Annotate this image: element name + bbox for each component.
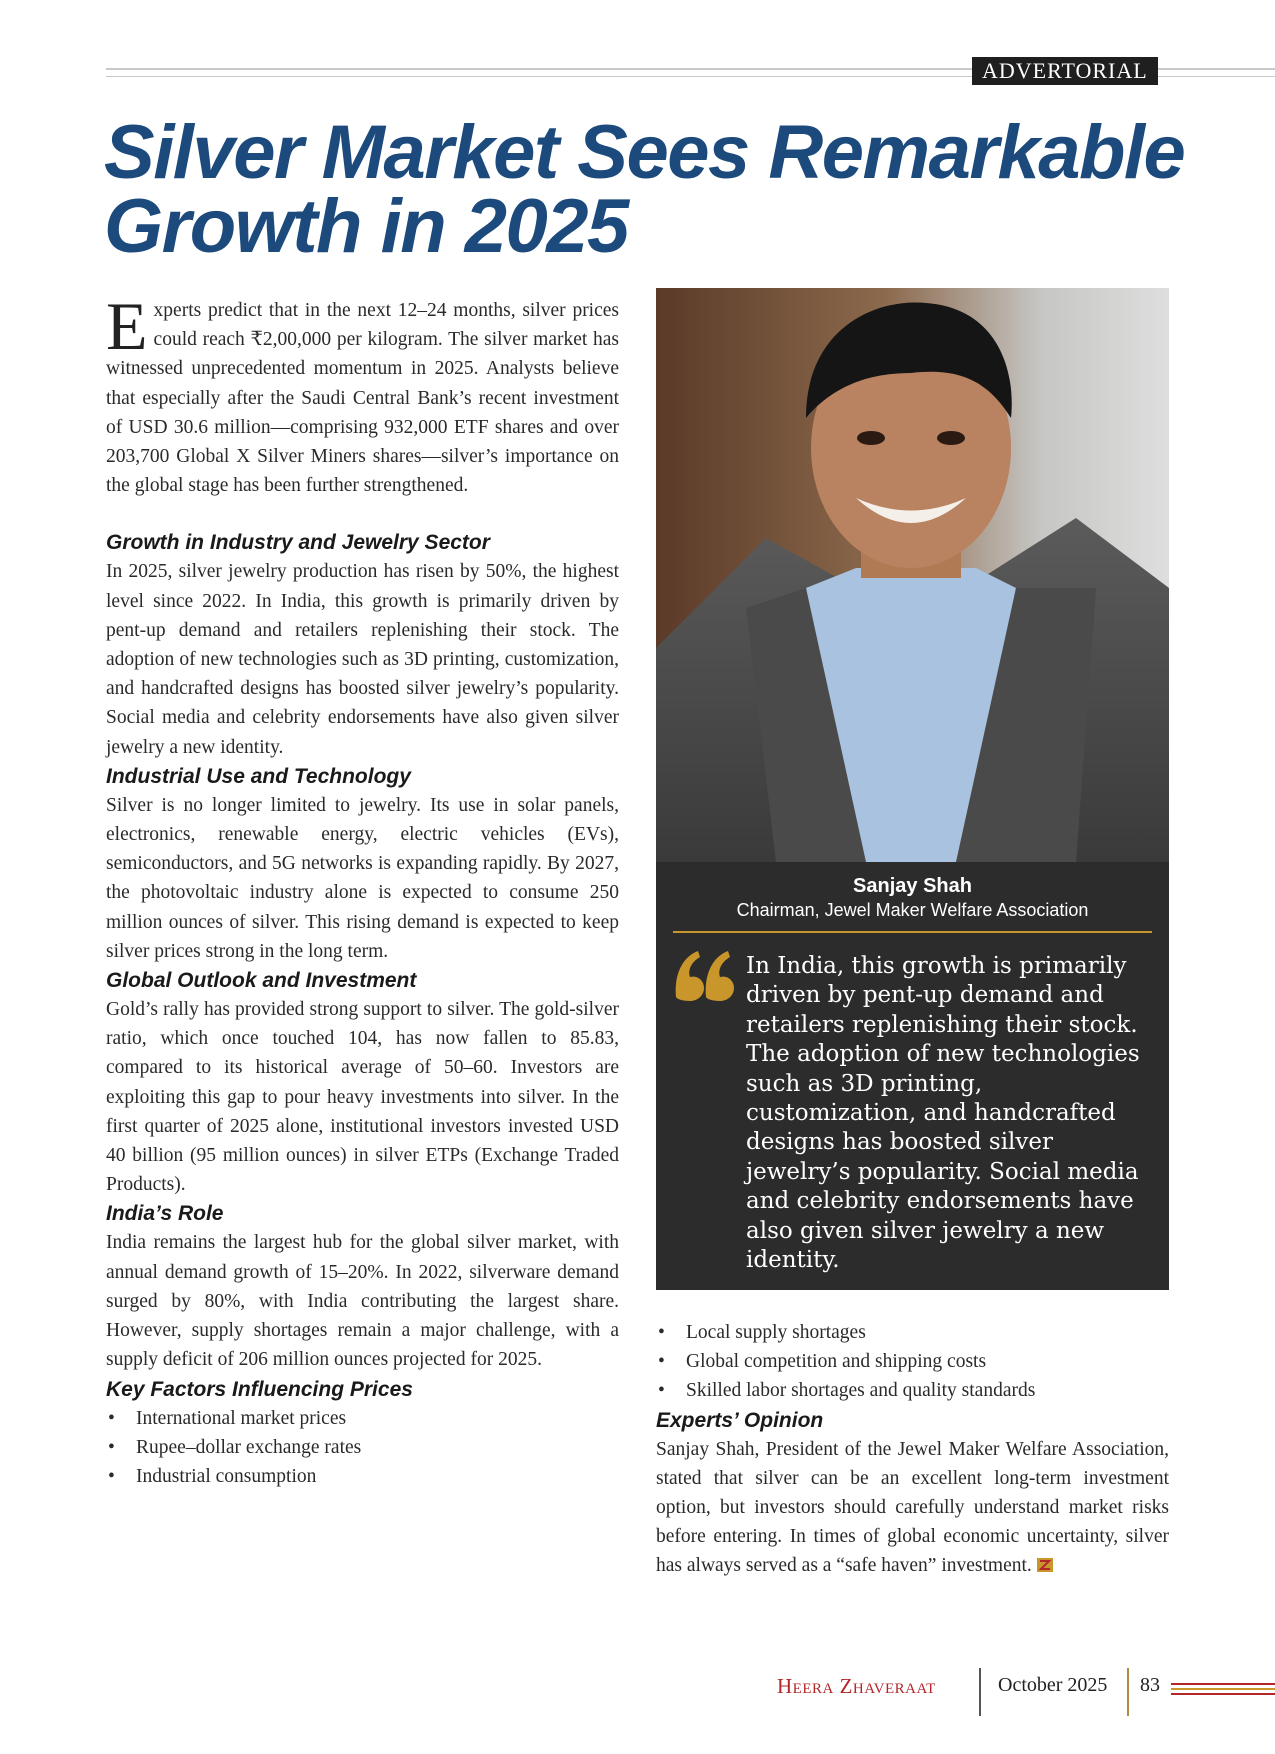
key-factors-list-continued xyxy=(656,1318,1169,1406)
list-item: • Skilled labor shortages and quality standards xyxy=(656,1376,1169,1405)
headline xyxy=(104,110,1204,269)
drop-cap: E xyxy=(106,288,148,364)
profile-role: Chairman, Jewel Maker Welfare Association xyxy=(736,900,1089,920)
footer-rules xyxy=(1171,1683,1275,1697)
list-item: • Rupee–dollar exchange rates xyxy=(106,1433,619,1462)
section-heading: Industrial Use and Technology xyxy=(106,764,411,788)
footer-divider xyxy=(1127,1668,1129,1716)
section-tag: ADVERTORIAL xyxy=(972,57,1158,85)
list-item: • Industrial consumption xyxy=(106,1462,619,1491)
divider xyxy=(673,931,1152,933)
profile-name: Sanjay Shah xyxy=(853,875,972,897)
section-body: Silver is no longer limited to jewelry. Its use in solar panels, electronics, renewable energy, electric vehicles (EVs), semiconductors, and 5G networks is expanding rapidly. By 2027, the photovoltaic industry alone is expected to consume 250 million ounces of silver. This rising demand is expected to keep silver prices strong in the long term. xyxy=(106,794,619,962)
section-heading: Growth in Industry and Jewelry Sector xyxy=(106,531,490,555)
list-item: • Local supply shortages xyxy=(656,1318,1169,1347)
footer-divider xyxy=(979,1668,981,1716)
portrait-photo xyxy=(656,288,1169,862)
section-body: India remains the largest hub for the global silver market, with annual demand growth of 15–20%. In 2022, silverware demand surged by 80%, with India contributing the largest share. However, supply shortages remain a major challenge, with a supply deficit of 206 million ounces projected for 2025. xyxy=(106,1232,619,1371)
intro-text: xperts predict that in the next 12–24 months, silver prices could reach ₹2,00,000 per kilogram. The silver market has witnessed unprecedented momentum in 2025. Analysts believe that especially after the Saudi Central Bank’s recent investment of USD 30.6 million—comprising 932,000 ETF shares and over 203,700 Global X Silver Miners shares—silver’s importance on the global stage has been further strengthened. xyxy=(106,300,619,497)
portrait-illustration xyxy=(656,288,1169,862)
list-item: • International market prices xyxy=(106,1404,619,1433)
experts-body: Sanjay Shah, President of the Jewel Maker Welfare Association, stated that silver can be an excellent long-term investment option, but investors should carefully understand market risks before entering. In times of global economic uncertainty, silver has always served as a “safe haven” investment. xyxy=(656,1438,1169,1577)
headline-line-1: Silver Market Sees Remarkable xyxy=(104,110,1185,195)
footer-date: October 2025 xyxy=(998,1674,1108,1696)
experts-heading: Experts’ Opinion xyxy=(656,1408,824,1432)
end-mark-icon xyxy=(1037,1558,1053,1572)
quote-mark-icon xyxy=(672,947,736,1003)
right-column xyxy=(656,1318,1169,1581)
intro-paragraph xyxy=(106,288,619,500)
section-body: Gold’s rally has provided strong support to silver. The gold-silver ratio, which once touched 104, has now fallen to 85.83, compared to its historical average of 50–60. Investors are exploiting this gap to pour heavy investments into silver. In the first quarter of 2025 alone, institutional investors invested USD 40 billion (95 million ounces) in silver ETPs (Exchange Traded Products). xyxy=(106,999,619,1196)
key-factors-list xyxy=(106,1404,619,1492)
list-item: • Global competition and shipping costs xyxy=(656,1347,1169,1376)
pull-quote-text: In India, this growth is primarily driven by pent-up demand and retailers replenishing their stock. The adoption of new technologies such as 3D printing, customization, and handcrafted designs has boosted silver jewelry’s popularity. Social media and celebrity endorsements have also given silver jewelry a new identity. xyxy=(746,953,1140,1274)
page-number: 83 xyxy=(1140,1674,1160,1696)
footer-brand: Heera Zhaveraat xyxy=(777,1674,936,1698)
headline-line-2: Growth in 2025 xyxy=(104,184,628,269)
section-body: In 2025, silver jewelry production has risen by 50%, the highest level since 2022. In India, this growth is primarily driven by pent-up demand and retailers replenishing their stock. The adoption of new technologies such as 3D printing, customization, and handcrafted designs has boosted silver jewelry’s popularity. Social media and celebrity endorsements have also given silver jewelry a new identity. xyxy=(106,561,619,758)
left-column xyxy=(106,288,619,1491)
section-heading: Global Outlook and Investment xyxy=(106,969,417,993)
key-factors-heading: Key Factors Influencing Prices xyxy=(106,1377,413,1401)
pull-quote-box xyxy=(656,862,1169,1290)
section-heading: India’s Role xyxy=(106,1202,224,1226)
